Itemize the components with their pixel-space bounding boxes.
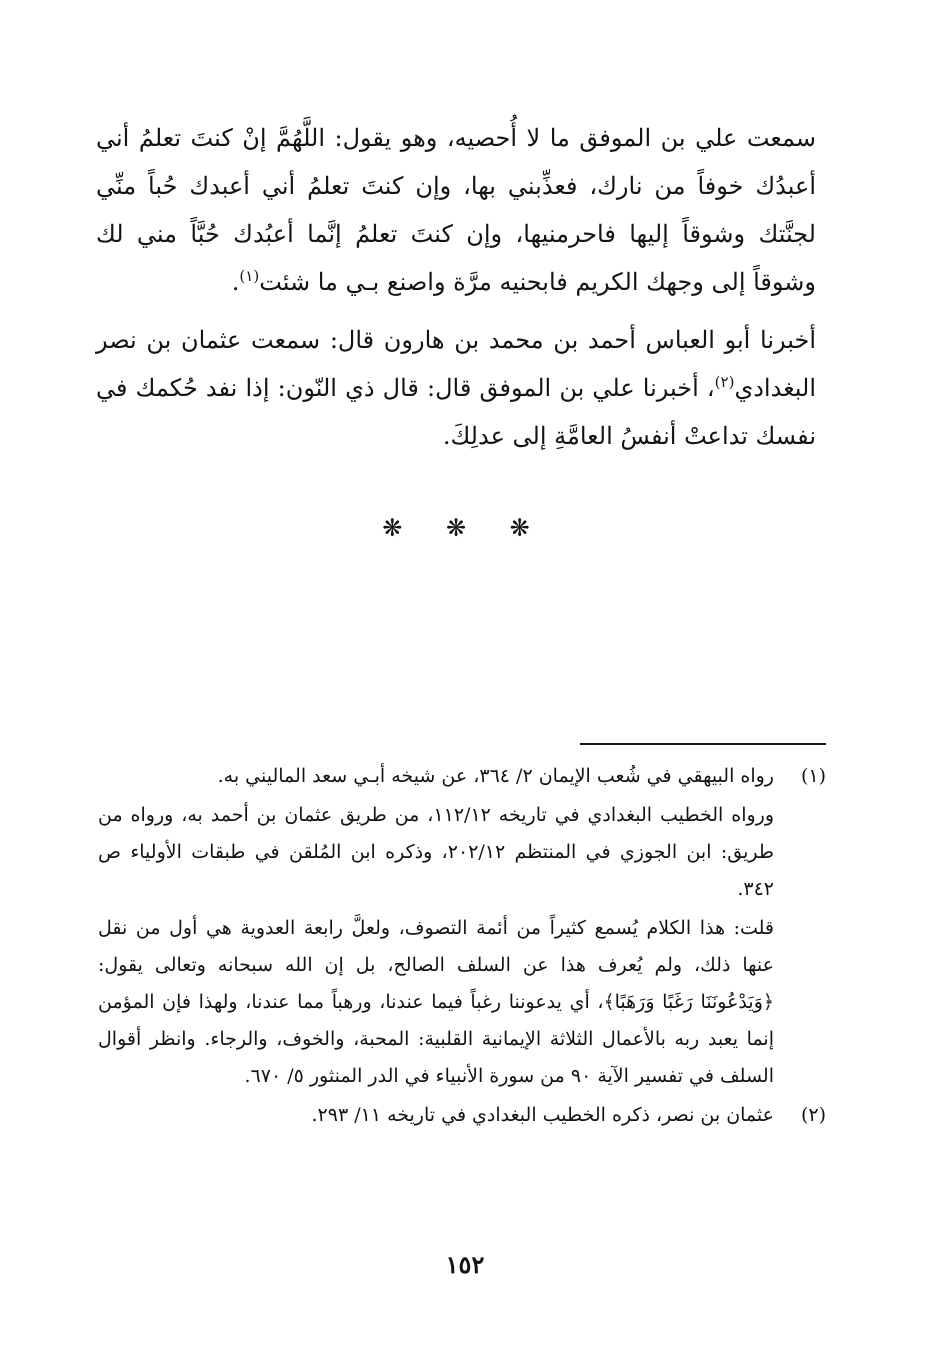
footnote-1 [98, 758, 826, 1095]
footnote-1-line-3: قلت: هذا الكلام يُسمع كثيراً من أئمة التصوف، ولعلَّ رابعة العدوية هي أول من نقل عنها ذلك، ولم يُعرف هذا عن السلف الصالح، بل إن الله سبحانه وتعالى يقول: ﴿وَيَدْعُونَنَا رَغَبًا وَرَهَبًا﴾، أي يدعوننا رغباً فيما عندنا، ورهباً مما عندنا، ولهذا فإن المؤمن إنما يعبد ربه بالأعمال الثلاثة الإيمانية القلبية: المحبة، والخوف، والرجاء. وانظر أقوال السلف في تفسير الآية ٩٠ من سورة الأنبياء في الدر المنثور ٥/ ٦٧٠. [98, 917, 774, 1087]
paragraph-1-end: . [231, 268, 240, 296]
footnote-2-text: عثمان بن نصر، ذكره الخطيب البغدادي في تاريخه ١١/ ٢٩٣. [311, 1104, 774, 1126]
footnote-1-line-2: ورواه الخطيب البغدادي في تاريخه ١١٢/١٢، من طريق عثمان بن أحمد به، ورواه من طريق: ابن الجوزي في المنتظم ٢٠٢/١٢، وذكره ابن المُلقن في طبقات الأولياء ص ٣٤٢. [98, 804, 774, 900]
footnotes [98, 758, 826, 1134]
footnote-2 [98, 1097, 826, 1134]
paragraph-2-text-b: ، أخبرنا علي بن الموفق قال: قال ذي النّون: إذا نفد حُكمك في نفسك تداعتْ أنفسُ العامَّةِ إلى عدلِكَ. [96, 374, 816, 450]
main-text [96, 114, 816, 460]
section-separator: ❋ ❋ ❋ [382, 514, 548, 542]
page-number: ١٥٢ [445, 1250, 485, 1279]
paragraph-1-text: سمعت علي بن الموفق ما لا أُحصيه، وهو يقول: اللَّهُمَّ إنْ كنتَ تعلمُ أني أعبدُك خوفاً من نارك، فعذِّبني بها، وإن كنتَ تعلمُ أني أعبدك حُباً منِّي لجنَّتك وشوقاً إليها فاحرمنيها، وإن كنتَ تعلمُ إنَّما أعبُدك حُبَّاً مني لك وشوقاً إلى وجهك الكريم فابحنيه مرَّة واصنع بـي ما شئت [96, 124, 816, 296]
footnote-ref-2: (٢) [714, 373, 735, 391]
footnote-divider [580, 743, 826, 745]
footnote-1-line-1: رواه البيهقي في شُعب الإيمان ٢/ ٣٦٤، عن شيخه أبـي سعد الماليني به. [217, 765, 774, 787]
paragraph-2 [96, 316, 816, 460]
paragraph-1 [96, 114, 816, 306]
footnote-ref-1: (١) [239, 267, 260, 285]
footnote-number: (٢) [800, 1104, 826, 1126]
footnote-number: (١) [800, 765, 826, 787]
paragraph-2-text-a: أخبرنا أبو العباس أحمد بن محمد بن هارون قال: سمعت عثمان بن نصر البغدادي [96, 326, 816, 402]
